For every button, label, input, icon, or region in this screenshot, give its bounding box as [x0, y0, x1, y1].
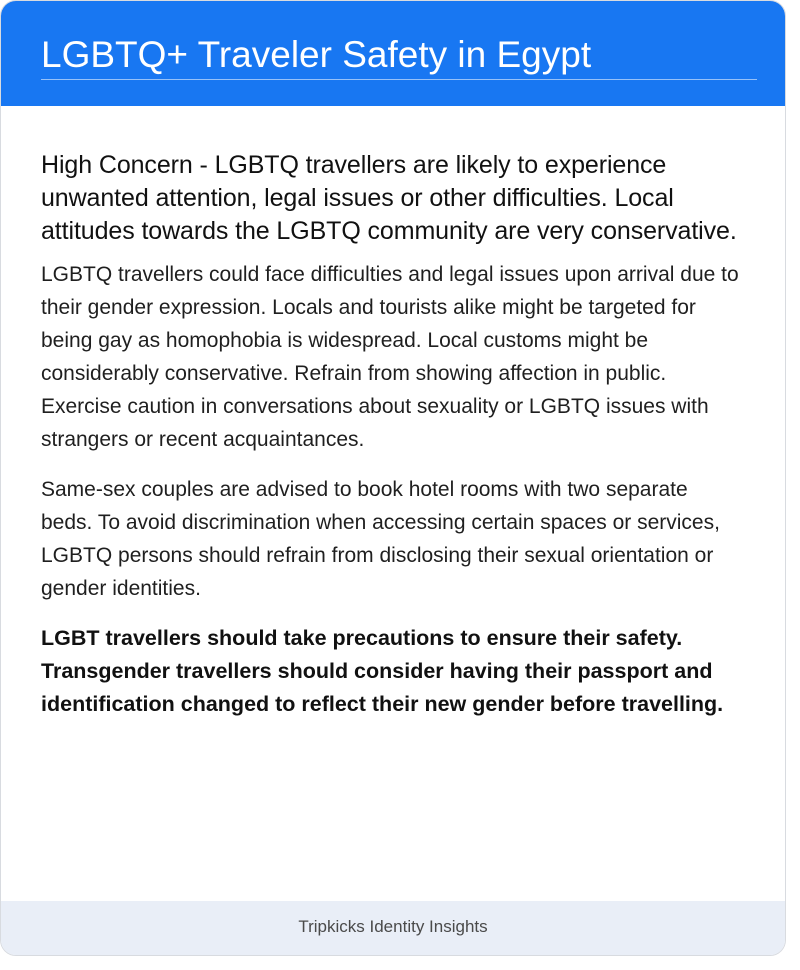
concern-headline: High Concern - LGBTQ travellers are likely to experience unwanted attention, legal issues or other difficulties. Local attitudes towards the LGBTQ community are very conservative.	[41, 151, 737, 245]
paragraph-attitudes: LGBTQ travellers could face difficulties and legal issues upon arrival due to their gender expression. Locals and tourists alike might be targeted for being gay as homophobia is widespread. Local customs might be considerably conservative. Refrain from showing affection in public. Exercise caution in conversations about sexuality or LGBTQ issues with strangers or recent acquaintances.	[41, 263, 739, 451]
footer-credit: Tripkicks Identity Insights	[298, 917, 488, 936]
paragraph-precautions: LGBT travellers should take precautions to ensure their safety. Transgender travellers should consider having their passport and identification changed to reflect their new gender before travelling.	[41, 626, 724, 716]
card-content	[41, 149, 741, 738]
paragraph-couples: Same-sex couples are advised to book hotel rooms with two separate beds. To avoid discrimination when accessing certain spaces or services, LGBTQ persons should refrain from disclosing their sexual orientation or gender identities.	[41, 478, 720, 600]
header-divider	[41, 79, 757, 80]
card-footer	[1, 901, 785, 955]
card-header	[1, 1, 785, 106]
page-title: LGBTQ+ Traveler Safety in Egypt	[41, 34, 592, 75]
